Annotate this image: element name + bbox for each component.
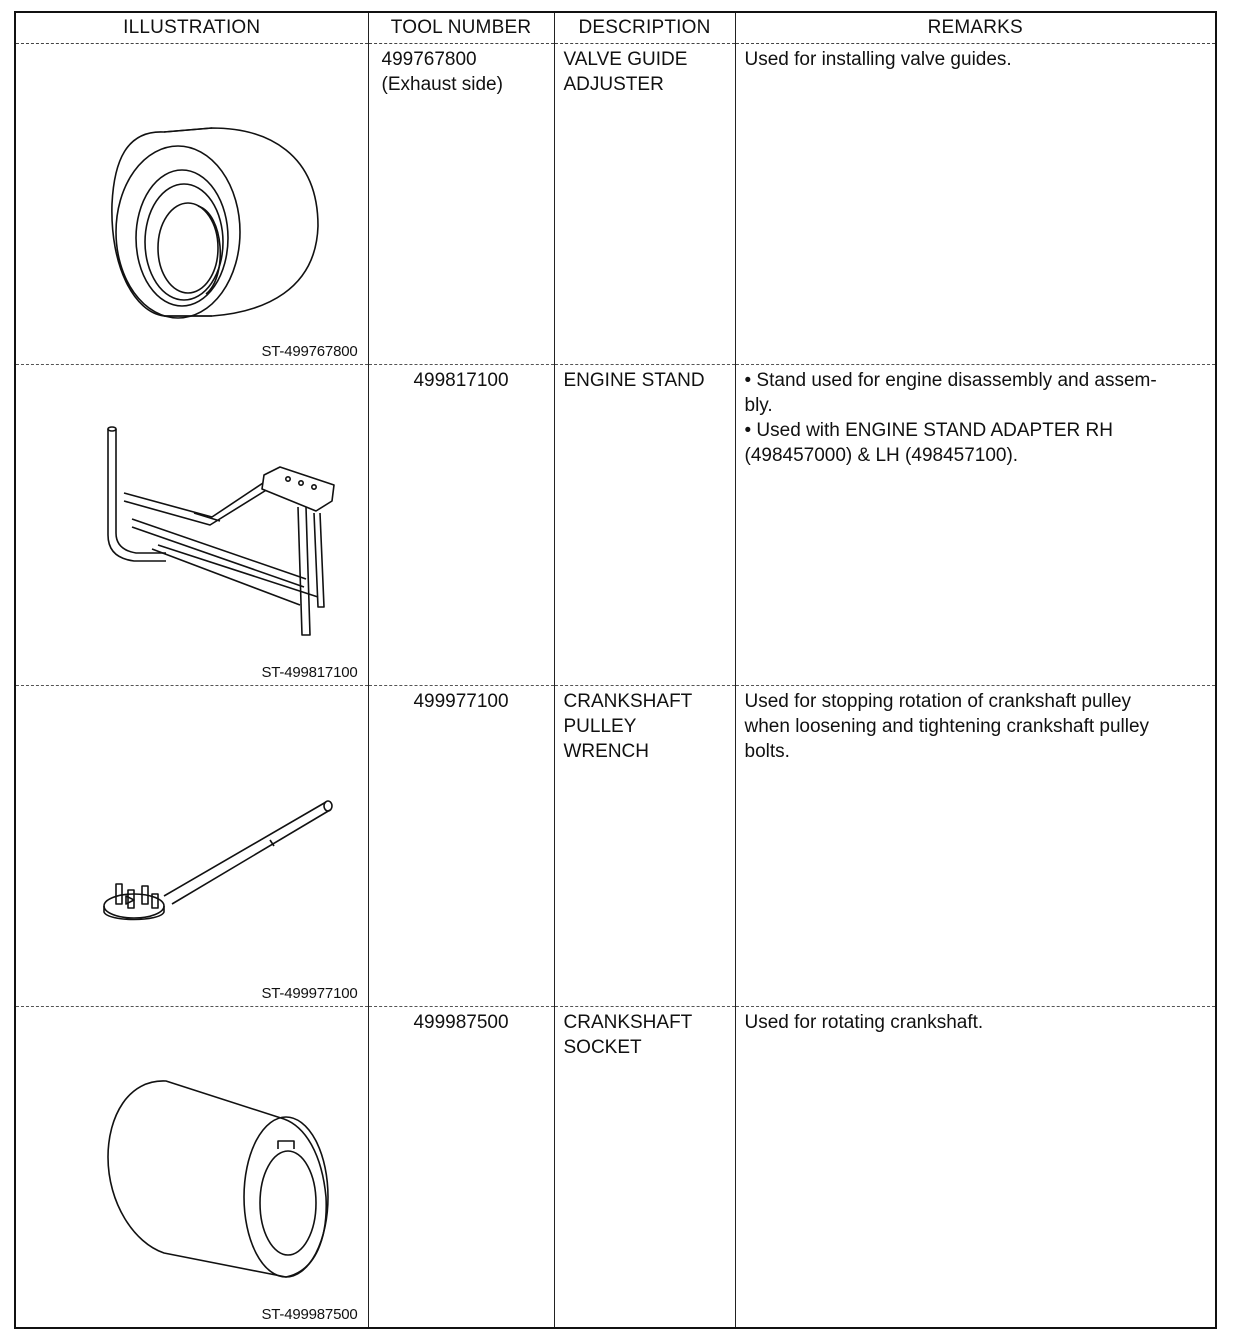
description-line: PULLEY [563, 716, 637, 737]
description-cell [554, 1007, 735, 1328]
illustration-code: ST-499987500 [261, 1305, 358, 1323]
valve-guide-adjuster-illustration [16, 44, 369, 364]
tool-number: 499987500 [413, 1012, 509, 1033]
tool-note: (Exhaust side) [381, 74, 503, 95]
remarks-line: when loosening and tightening crankshaft pulley [744, 716, 1150, 737]
special-tools-table [14, 11, 1217, 1329]
remarks-line: • Stand used for engine disassembly and assem- [744, 370, 1157, 391]
illustration-code: ST-499767800 [261, 343, 358, 360]
remarks-cell [735, 1007, 1216, 1328]
illustration-code: ST-499977100 [261, 985, 358, 1002]
tool-number-cell [368, 1007, 554, 1328]
remarks-cell [735, 365, 1216, 686]
remarks-line: bolts. [744, 741, 790, 762]
header-remarks: REMARKS [735, 12, 1216, 44]
table-row [15, 365, 1216, 686]
description-cell [554, 686, 735, 1007]
header-description: DESCRIPTION [554, 12, 735, 44]
description-line: WRENCH [563, 741, 649, 762]
remarks-cell [735, 44, 1216, 365]
table-row [15, 686, 1216, 1007]
table-row [15, 44, 1216, 365]
tool-number-cell [368, 686, 554, 1007]
remarks-line: Used for rotating crankshaft. [744, 1012, 984, 1033]
tool-number-cell [368, 44, 554, 365]
description-line: CRANKSHAFT [563, 691, 693, 712]
table-row [15, 1007, 1216, 1328]
tool-number: 499767800 [381, 49, 477, 70]
remarks-line: Used for stopping rotation of crankshaft pulley [744, 691, 1132, 712]
tool-number-cell [368, 365, 554, 686]
tool-number: 499977100 [413, 691, 509, 712]
illustration-cell [15, 365, 368, 686]
remarks-line: bly. [744, 395, 773, 416]
engine-stand-illustration [16, 365, 369, 685]
remarks-line: Used for installing valve guides. [744, 49, 1012, 70]
illustration-cell [15, 44, 368, 365]
description-line: ENGINE STAND [563, 370, 705, 391]
crankshaft-pulley-wrench-illustration [16, 686, 369, 1006]
remarks-line: (498457000) & LH (498457100). [744, 445, 1019, 466]
remarks-line: • Used with ENGINE STAND ADAPTER RH [744, 420, 1113, 441]
description-line: CRANKSHAFT [563, 1012, 693, 1033]
description-cell [554, 44, 735, 365]
illustration-cell [15, 1007, 368, 1328]
description-line: ADJUSTER [563, 74, 664, 95]
crankshaft-socket-illustration [16, 1007, 369, 1327]
description-line: SOCKET [563, 1037, 642, 1058]
description-cell [554, 365, 735, 686]
illustration-code: ST-499817100 [261, 664, 358, 681]
description-line: VALVE GUIDE [563, 49, 688, 70]
illustration-cell [15, 686, 368, 1007]
header-tool-number: TOOL NUMBER [368, 12, 554, 44]
tool-number: 499817100 [413, 370, 509, 391]
remarks-cell [735, 686, 1216, 1007]
table-header-row [15, 12, 1216, 44]
header-illustration: ILLUSTRATION [15, 12, 368, 44]
